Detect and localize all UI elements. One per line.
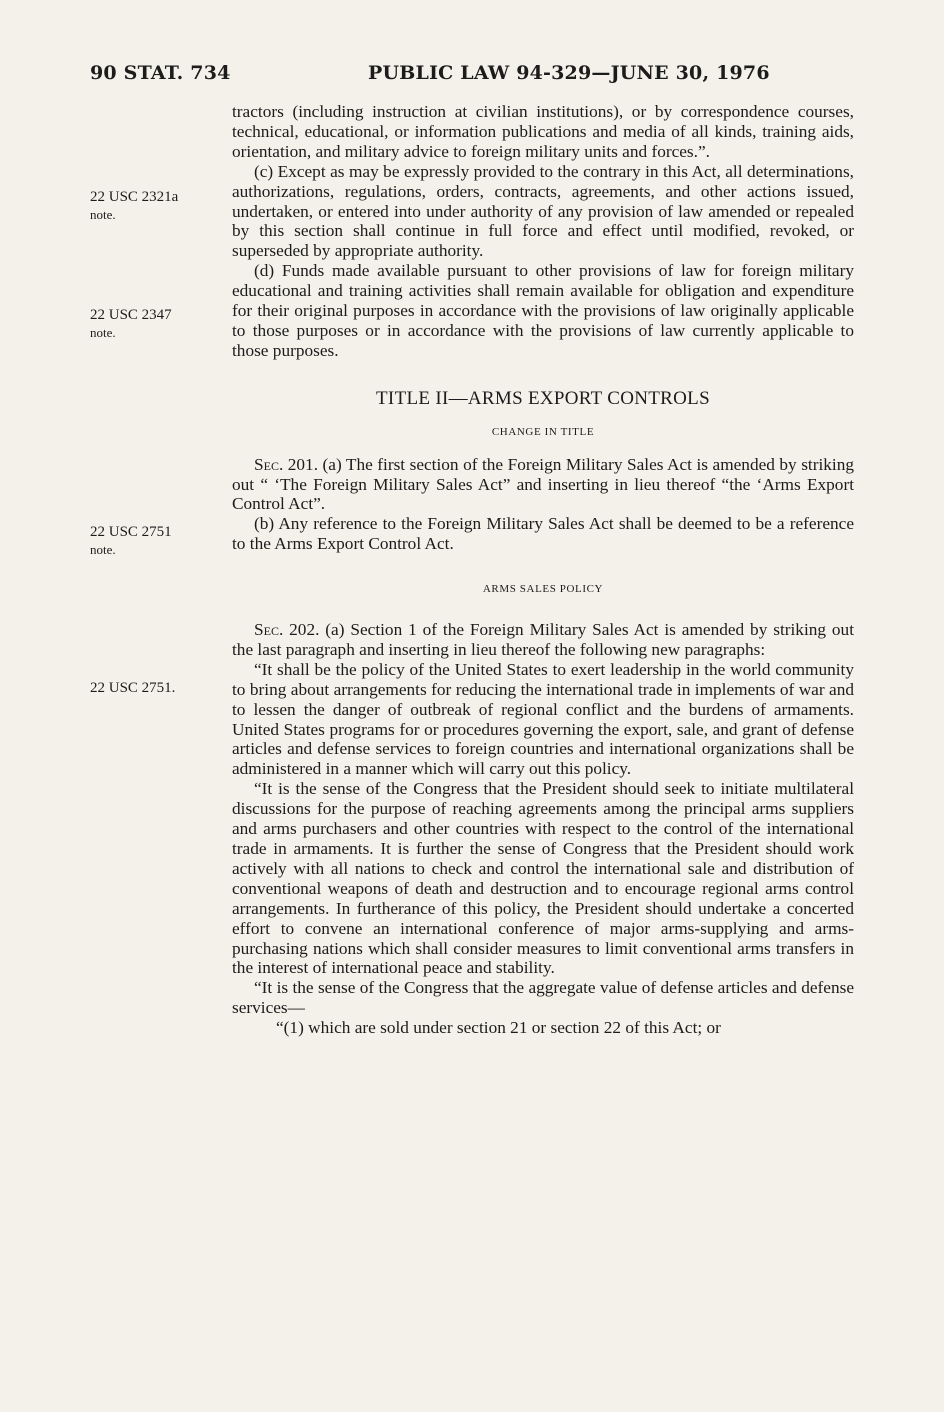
margin-note-2751-note [90,523,220,559]
margin-note-code: 22 USC 2751. [90,680,176,696]
section-label: Sec. 202. [254,620,320,640]
statute-page-citation: 90 STAT. 734 [90,62,231,84]
main-text-column [232,102,854,1038]
sense-of-congress-paragraph: “It is the sense of the Congress that the President should seek to initiate multilateral discussions for the purpose of reaching agreements among the principal arms suppliers and arms purchasers and other countries with respect to the control of the international trade in armaments. It is further the sense of Congress that the President should work actively with all nations to check and control the international sale and distribution of conventional weapons of death and destruction and to encourage regional arms control arrangements. In furtherance of this policy, the President should undertake a concerted effort to convene an international conference of major arms-supplying and arms-purchasing nations which shall consider measures to limit conventional arms transfers in the interest of international peace and stability. [232,779,854,978]
paragraph-c: (c) Except as may be expressly provided to the contrary in this Act, all determinations, authorizations, regulations, orders, contracts, agreements, and other actions issued, undertaken, or entered into under authority of any provision of law amended or repealed by this section shall continue in full force and effect until modified, revoked, or superseded by appropriate authority. [232,161,854,261]
margin-note-code: 22 USC 2321a [90,189,179,205]
title-heading: TITLE II—ARMS EXPORT CONTROLS [376,387,710,409]
section-label: Sec. 201. [254,454,319,474]
clause-1: “(1) which are sold under section 21 or section 22 of this Act; or [276,1018,721,1038]
margin-note-code: 22 USC 2751 [90,524,172,540]
running-header: PUBLIC LAW 94-329—JUNE 30, 1976 [368,62,770,84]
section-text: (a) Section 1 of the Foreign Military Sales Act is amended by striking out the last paragraph and inserting in lieu thereof the following new paragraphs: [232,620,855,659]
section-201-b: (b) Any reference to the Foreign Military Sales Act shall be deemed to be a reference to the Arms Export Control Act. [232,514,854,554]
margin-note-code: 22 USC 2347 [90,307,172,323]
margin-note-2321a [90,188,220,224]
margin-note-2347 [90,306,220,342]
policy-paragraph: “It shall be the policy of the United States to exert leadership in the world community to bring about arrangements for reducing the international trade in implements of war and to lessen the danger of outbreak of regional conflict and the burdens of armaments. United States programs for or procedures governing the export, sale, and grant of defense articles and defense services to foreign countries and international organizations shall be administered in a manner which will carry out this policy. [232,659,854,779]
aggregate-value-paragraph: “It is the sense of the Congress that the aggregate value of defense articles and defense services— [232,978,854,1018]
section-202-a [232,620,854,660]
paragraph-d: (d) Funds made available pursuant to other provisions of law for foreign military educational and training activities shall remain available for obligation and expenditure for their original purposes in accordance with the provisions of law originally applicable to those purposes or in accordance with the provisions of law currently applicable to those purposes. [232,261,854,360]
section-subheading-change-in-title: CHANGE IN TITLE [491,425,595,438]
margin-note-2751 [90,679,220,697]
margin-note-sub: note. [90,207,116,222]
paragraph-continuation: tractors (including instruction at civilian institutions), or by correspondence courses, technical, educational, or information publications and media of all kinds, training aids, orientation, and military advice to foreign military units and forces.”. [232,102,854,161]
section-201-a [232,455,854,515]
section-subheading-arms-sales-policy: ARMS SALES POLICY [482,583,604,596]
margin-note-sub: note. [90,325,116,340]
section-text: (a) The first section of the Foreign Military Sales Act is amended by striking out “ ‘The Foreign Military Sales Act” and inserting in lieu thereof “the ‘Arms Export Control Act”. [232,454,854,514]
margin-note-sub: note. [90,542,116,557]
